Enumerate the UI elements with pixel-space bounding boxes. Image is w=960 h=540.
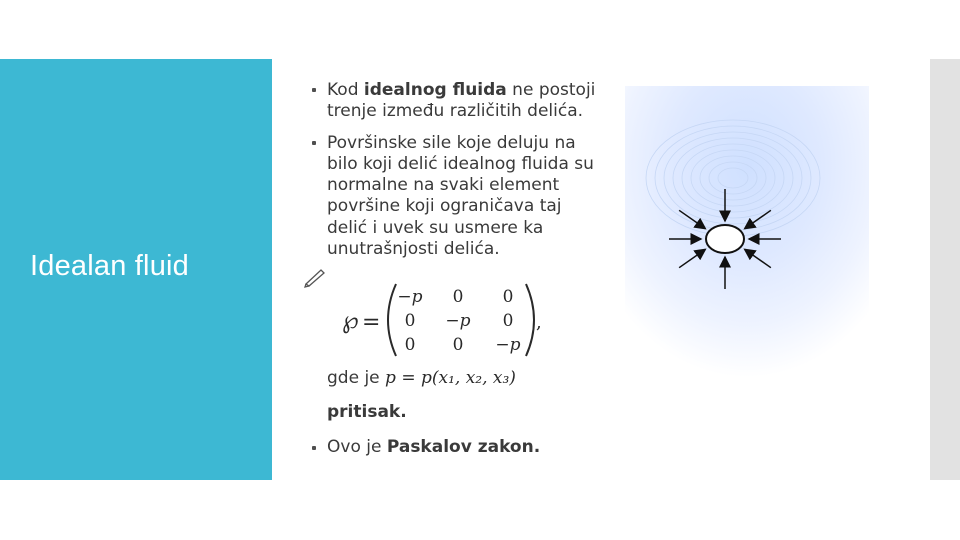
bullet-pascal-law: Ovo je Paskalov zakon.: [300, 437, 540, 457]
bold-term: idealnog fluida: [363, 80, 507, 100]
matrix-comma: ,: [536, 312, 542, 333]
ripple-ring: [646, 120, 820, 236]
stress-matrix: [340, 280, 560, 360]
side-strip: [930, 59, 960, 480]
where-line: gde je p = p(x₁, x₂, x₃): [327, 368, 516, 388]
ripple-ring: [655, 126, 811, 230]
pencil-arrow-icon: [302, 266, 328, 288]
matrix-cell: 0: [404, 311, 416, 331]
matrix-cell: 0: [452, 335, 464, 355]
right-paren: [526, 284, 534, 356]
force-arrow: [745, 249, 771, 267]
pressure-formula: p = p(x₁, x₂, x₃): [385, 368, 516, 388]
matrix-cell: −p: [495, 335, 521, 355]
bullet-ideal-fluid: Kod idealnog fluida ne postoji trenje između različitih delića.: [300, 80, 600, 123]
left-paren: [388, 284, 396, 356]
equals-sign: =: [362, 310, 381, 335]
bullet-icon: [312, 88, 316, 92]
matrix-cell: 0: [502, 287, 514, 307]
matrix-symbol: ℘: [342, 306, 359, 334]
pressure-word: pritisak.: [327, 402, 407, 422]
fluid-particle: [706, 225, 744, 253]
force-arrow: [679, 249, 705, 267]
ripple-ring: [664, 132, 802, 224]
slide-title: Idealan fluid: [30, 250, 189, 282]
ripple-ring: [682, 144, 784, 212]
ripple-ring: [691, 150, 775, 206]
force-arrow: [745, 210, 771, 228]
ripple-ring: [700, 156, 766, 200]
pressure-figure: [625, 86, 869, 456]
matrix-cell: −p: [445, 311, 471, 331]
matrix-cell: 0: [502, 311, 514, 331]
matrix-cell: 0: [452, 287, 464, 307]
ripple-rings: [646, 120, 820, 236]
bullet-surface-forces: Površinske sile koje deluju na bilo koji delić idealnog fluida su normalne na svaki element površine koji ograničava taj delić i uvek su usmere ka unutrašnjosti delića.: [300, 133, 600, 261]
matrix-cell: −p: [397, 287, 423, 307]
ripple-ring: [718, 168, 748, 188]
pressure-diagram: [625, 86, 869, 456]
ripple-ring: [709, 162, 757, 194]
matrix-cell: 0: [404, 335, 416, 355]
content-area: [300, 80, 600, 270]
bullet-icon: [312, 446, 316, 450]
bullet-icon: [312, 141, 316, 145]
bold-term: Paskalov zakon.: [386, 437, 541, 457]
